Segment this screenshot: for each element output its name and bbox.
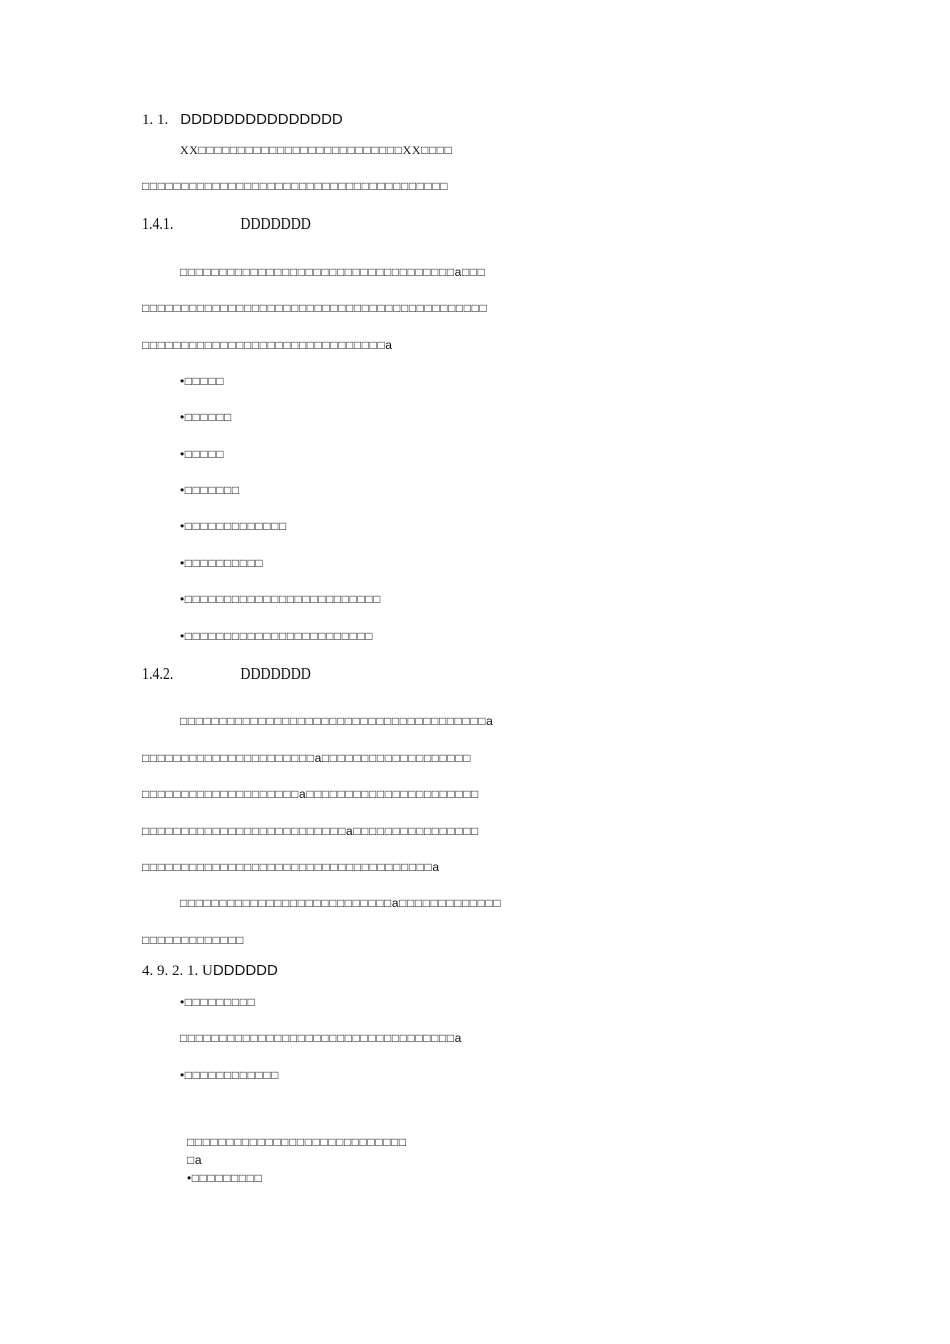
subsection-title: DDDDDDD [240, 664, 311, 683]
paragraph-line: □□□□□□□□□□□□□□□□□□□□□□□□□□□□□□□□□□□a [180, 1031, 462, 1045]
bullet-item: •□□□□□□□□□□□□ [180, 1068, 279, 1082]
bullet-item: •□□□□□□□□□□□□□□□□□□□□□□□□ [180, 629, 374, 643]
subsubsection-heading [142, 962, 278, 980]
footer-line: □□□□□□□□□□□□□□□□□□□□□□□□□□□□ [187, 1135, 407, 1149]
section-title: DDDDDDDDDDDDDDD [180, 111, 343, 128]
paragraph-line: □□□□□□□□□□□□□□□□□□□□a□□□□□□□□□□□□□□□□□□□□□□ [142, 787, 479, 801]
bullet-item: •□□□□□□□ [180, 483, 240, 497]
subsection-number: 1.4.2. [142, 664, 174, 683]
bullet-item: •□□□□□□□□□ [180, 995, 256, 1009]
paragraph-line: □□□□□□□□□□□□□□□□□□□□□□□□□□□□□□□a [142, 338, 393, 352]
subsection-heading [142, 664, 311, 684]
paragraph-line: □□□□□□□□□□□□□□□□□□□□□□□□□□□□□□□□□□□□□a [142, 860, 440, 874]
bullet-item: •□□□□□□□□□□□□□□□□□□□□□□□□□ [180, 592, 382, 606]
paragraph-line: □□□□□□□□□□□□□□□□□□□□□□□□□□□□□□□□□□□□□□□a [180, 714, 494, 728]
bullet-item: •□□□□□ [180, 447, 225, 461]
subsubsection-title: DDDDDD [212, 962, 278, 979]
section-number: 1. 1. [142, 112, 169, 128]
subsection-heading [142, 214, 311, 234]
subsection-title: DDDDDDD [240, 214, 311, 233]
paragraph-line: □□□□□□□□□□□□□□□□□□□□□□□□□□□□□□□□□□□a□□□ [180, 265, 486, 279]
intro-line: XX□□□□□□□□□□□□□□□□□□□□□□□□□□XX□□□□ [180, 143, 453, 157]
paragraph-line: □□□□□□□□□□□□□□□□□□□□□□□□□□□□□□□□□□□□□□□□□□□□ [142, 301, 488, 315]
bullet-item: •□□□□□□□□□□□□□ [180, 519, 287, 533]
paragraph-line: □□□□□□□□□□□□□□□□□□□□□□□□□□□a□□□□□□□□□□□□□ [180, 896, 502, 910]
footer-bullet: •□□□□□□□□□ [187, 1171, 263, 1185]
subsection-number: 1.4.1. [142, 214, 174, 233]
bullet-item: •□□□□□□ [180, 410, 232, 424]
bullet-item: •□□□□□ [180, 374, 225, 388]
paragraph-line: □□□□□□□□□□□□□□□□□□□□□□a□□□□□□□□□□□□□□□□□□□ [142, 751, 472, 765]
subsubsection-number: 4. 9. 2. 1. U [142, 963, 213, 979]
bullet-item: •□□□□□□□□□□ [180, 556, 264, 570]
paragraph-line: □□□□□□□□□□□□□ [142, 933, 245, 947]
intro-line: □□□□□□□□□□□□□□□□□□□□□□□□□□□□□□□□□□□□□□□ [142, 179, 449, 193]
footer-line: □a [187, 1153, 203, 1167]
paragraph-line: □□□□□□□□□□□□□□□□□□□□□□□□□□a□□□□□□□□□□□□□□□□ [142, 824, 479, 838]
section-heading [142, 111, 343, 129]
